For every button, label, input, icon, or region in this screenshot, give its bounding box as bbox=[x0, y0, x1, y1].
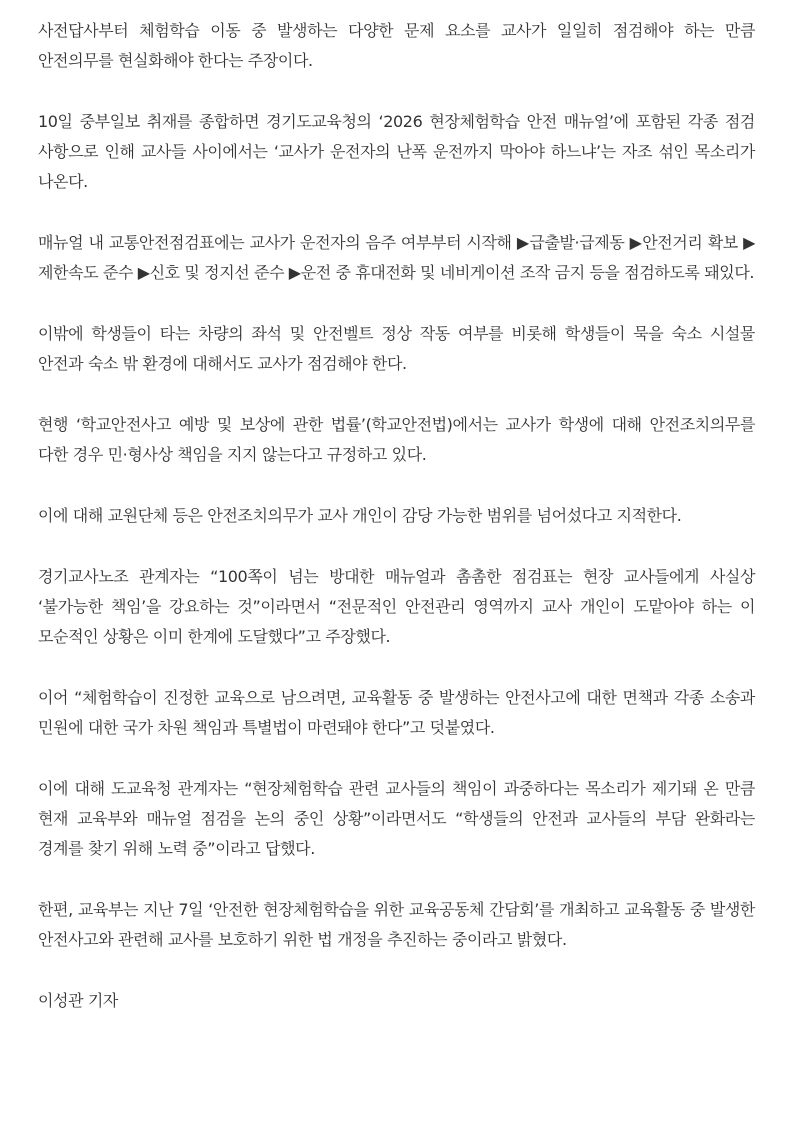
article-paragraph: 이에 대해 도교육청 관계자는 “현장체험학습 관련 교사들의 책임이 과중하다는 목소리가 제기돼 온 만큼 현재 교육부와 매뉴얼 점검을 논의 중인 상황”이라면서도 “학생들의 안전과 교사들의 부담 완화라는 경계를 찾기 위해 노력 중”이라고 답했다. bbox=[38, 779, 755, 858]
reporter-byline: 이성관 기자 bbox=[38, 991, 118, 1010]
article-paragraph: 한편, 교육부는 지난 7일 ‘안전한 현장체험학습을 위한 교육공동체 간담회’를 개최하고 교육활동 중 발생한 안전사고와 관련해 교사를 보호하기 위한 법 개정을 추진하는 중이라고 밝혔다. bbox=[38, 900, 755, 949]
article-paragraph: 매뉴얼 내 교통안전점검표에는 교사가 운전자의 음주 여부부터 시작해 ▶급출발·급제동 ▶안전거리 확보 ▶제한속도 준수 ▶신호 및 정지선 준수 ▶운전 중 휴대전화 및 네비게이션 조작 금지 등을 점검하도록 돼있다. bbox=[38, 233, 755, 282]
article-paragraph: 사전답사부터 체험학습 이동 중 발생하는 다양한 문제 요소를 교사가 일일히 점검해야 하는 만큼 안전의무를 현실화해야 한다는 주장이다. bbox=[38, 21, 755, 70]
article-paragraph: 이어 “체험학습이 진정한 교육으로 남으려면, 교육활동 중 발생하는 안전사고에 대한 면책과 각종 소송과 민원에 대한 국가 차원 책임과 특별법이 마련돼야 한다”고 덧붙였다. bbox=[38, 688, 755, 737]
article-paragraph: 경기교사노조 관계자는 “100쪽이 넘는 방대한 매뉴얼과 촘촘한 점검표는 현장 교사들에게 사실상 ‘불가능한 책임’을 강요하는 것”이라면서 “전문적인 안전관리 영역까지 교사 개인이 도맡아야 하는 이 모순적인 상황은 이미 한계에 도달했다”고 주장했다. bbox=[38, 567, 755, 646]
article-paragraph: 이에 대해 교원단체 등은 안전조치의무가 교사 개인이 감당 가능한 범위를 넘어섰다고 지적한다. bbox=[38, 506, 682, 525]
article-paragraph: 이밖에 학생들이 타는 차량의 좌석 및 안전벨트 정상 작동 여부를 비롯해 학생들이 묵을 숙소 시설물 안전과 숙소 밖 환경에 대해서도 교사가 점검해야 한다. bbox=[38, 324, 755, 373]
article-paragraph: 10일 중부일보 취재를 종합하면 경기도교육청의 ‘2026 현장체험학습 안전 매뉴얼’에 포함된 각종 점검 사항으로 인해 교사들 사이에서는 ‘교사가 운전자의 난폭 운전까지 막아야 하느냐’는 자조 섞인 목소리가 나온다. bbox=[38, 112, 755, 191]
article-paragraph: 현행 ‘학교안전사고 예방 및 보상에 관한 법률’(학교안전법)에서는 교사가 학생에 대해 안전조치의무를 다한 경우 민·형사상 책임을 지지 않는다고 규정하고 있다. bbox=[38, 415, 755, 464]
